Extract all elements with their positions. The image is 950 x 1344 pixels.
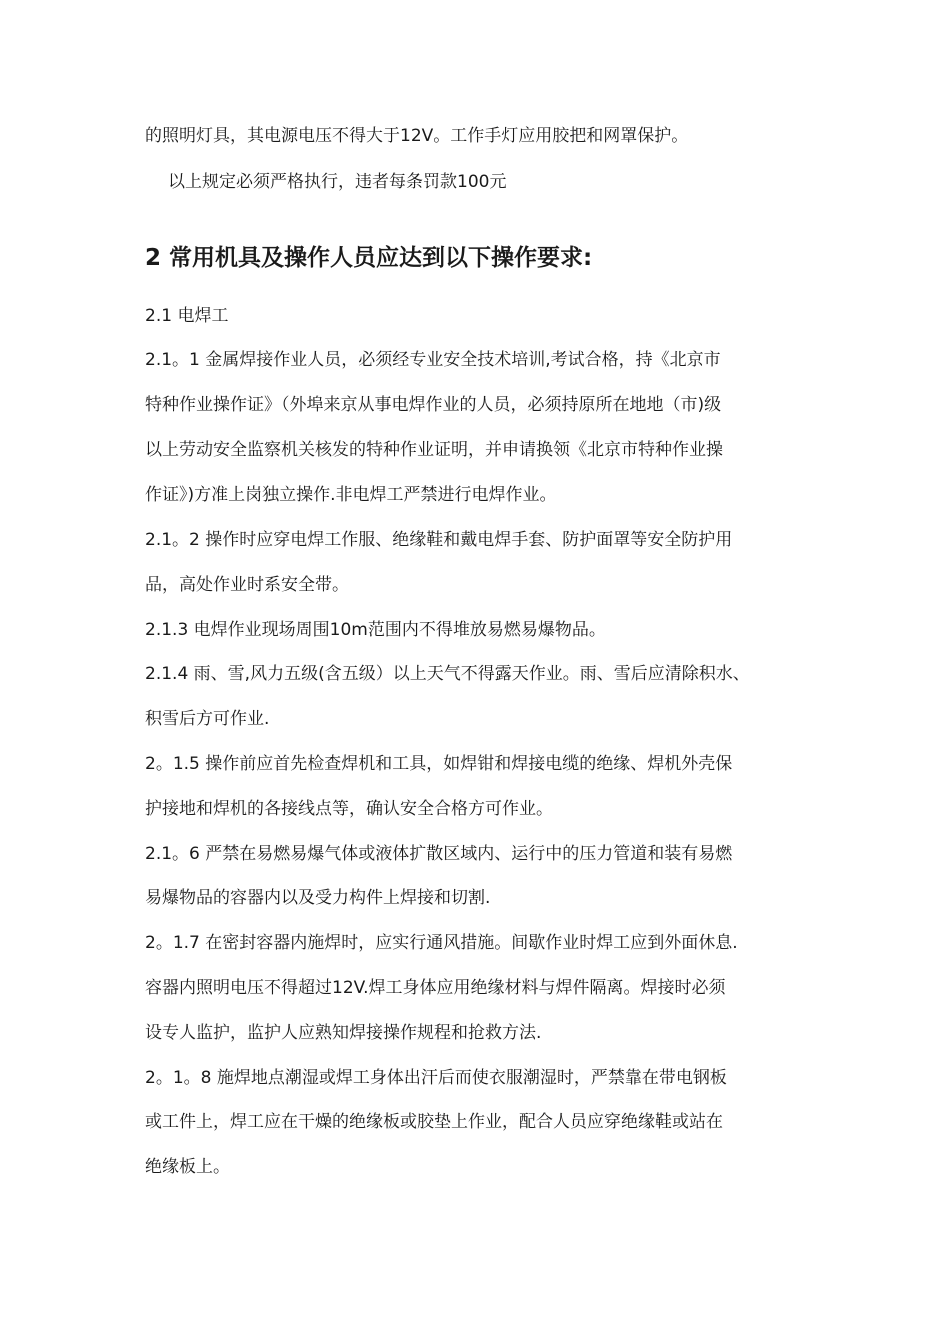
text-line: 的照明灯具，其电源电压不得大于12V。工作手灯应用胶把和网罩保护。 [145,126,689,146]
text-line: 以上劳动安全监察机关核发的特种作业证明，并申请换领《北京市特种作业操 [145,440,723,460]
text-line: 容器内照明电压不得超过12V.焊工身体应用绝缘材料与焊件隔离。焊接时必须 [145,978,726,998]
text-line: 积雪后方可作业. [145,709,270,729]
text-line: 2.1 电焊工 [145,306,229,326]
text-line: 2。1.7 在密封容器内施焊时，应实行通风措施。间歇作业时焊工应到外面休息. [145,933,738,953]
text-line: 护接地和焊机的各接线点等，确认安全合格方可作业。 [145,799,553,819]
text-line: 品，高处作业时系安全带。 [145,575,349,595]
text-line: 2.1。1 金属焊接作业人员，必须经专业安全技术培训,考试合格，持《北京市 [145,350,721,370]
text-line: 以上规定必须严格执行，违者每条罚款100元 [168,172,507,192]
text-line: 2。1。8 施焊地点潮湿或焊工身体出汗后而使衣服潮湿时，严禁靠在带电钢板 [145,1068,727,1088]
text-line: 易爆物品的容器内以及受力构件上焊接和切割. [145,888,491,908]
text-line: 2.1。2 操作时应穿电焊工作服、绝缘鞋和戴电焊手套、防护面罩等安全防护用 [145,530,733,550]
section-heading: 2 常用机具及操作人员应达到以下操作要求: [145,245,593,271]
text-line: 2.1。6 严禁在易燃易爆气体或液体扩散区域内、运行中的压力管道和装有易燃 [145,844,733,864]
text-line: 特种作业操作证》（外埠来京从事电焊作业的人员，必须持原所在地地（市)级 [145,395,722,415]
text-line: 2.1.3 电焊作业现场周围10m范围内不得堆放易燃易爆物品。 [145,620,606,640]
text-line: 设专人监护，监护人应熟知焊接操作规程和抢救方法. [145,1023,542,1043]
text-line: 2。1.5 操作前应首先检查焊机和工具，如焊钳和焊接电缆的绝缘、焊机外壳保 [145,754,733,774]
text-line: 绝缘板上。 [145,1157,230,1177]
text-line: 2.1.4 雨、雪,风力五级(含五级）以上天气不得露天作业。雨、雪后应清除积水、 [145,664,750,684]
text-line: 或工件上，焊工应在干燥的绝缘板或胶垫上作业，配合人员应穿绝缘鞋或站在 [145,1112,723,1132]
text-line: 作证》)方准上岗独立操作.非电焊工严禁进行电焊作业。 [145,485,557,505]
